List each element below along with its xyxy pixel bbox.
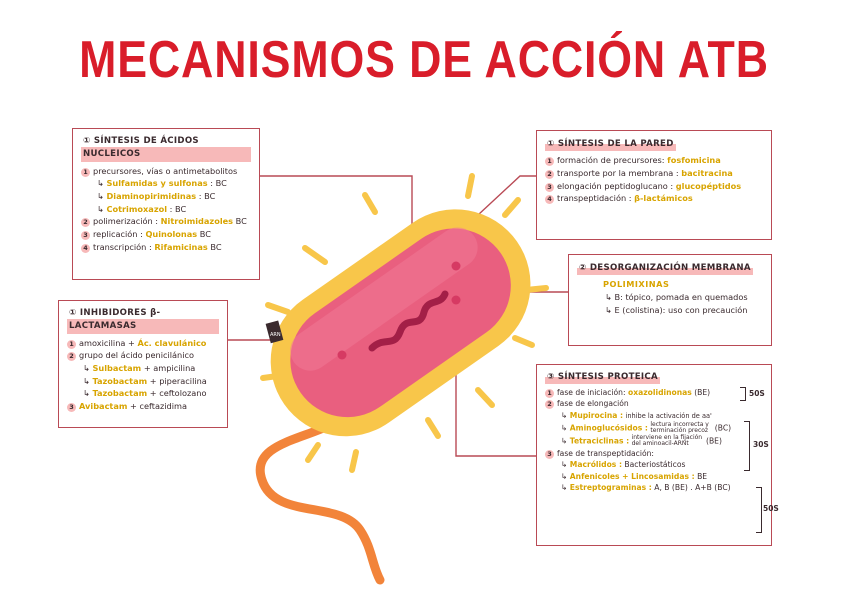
beta-heading: ① INHIBIDORES β-LACTAMASAS	[67, 307, 219, 334]
tag-label: ARN	[270, 332, 281, 338]
nucleic-acid-box: ① SÍNTESIS DE ÁCIDOS NUCLEICOS 1 precursores, vías o antimetabolitos ↳ Sulfamidas y sulfonas : BC ↳ Diaminopirimidinas : BC ↳ Cotrimoxazol : BC 2 polimerización : Nitroimidazoles BC 3 replicación : Quinolonas BC 4 transcripción : Rifamicinas BC	[72, 128, 260, 280]
membrane-heading: ② DESORGANIZACIÓN MEMBRANA	[577, 262, 753, 275]
wall-heading: ① SÍNTESIS DE LA PARED	[545, 138, 676, 151]
protein-heading: ③ SÍNTESIS PROTEICA	[547, 372, 658, 382]
ribosome-label-3: 50S	[763, 504, 779, 513]
membrane-box: ② DESORGANIZACIÓN MEMBRANA POLIMIXINAS ↳ B: tópico, pomada en quemados ↳ E (colistina): uso con precaución	[568, 254, 772, 346]
brace-initiation	[740, 387, 746, 401]
cell-wall-box: ① SÍNTESIS DE LA PARED 1 formación de precursores: fosfomicina 2 transporte por la membrana : bacitracina 3 elongación peptidoglucano : glucopéptidos 4 transpeptidación : β-lactámicos	[536, 130, 772, 240]
flagellum	[260, 425, 380, 580]
protein-synthesis-box: ③ SÍNTESIS PROTEICA 1 fase de iniciación: oxazolidinonas (BE) 2 fase de elongación ↳ Mupirocina : inhibe la activación de aa' ↳ Aminoglucósidos : lectura incorrecta y terminación precoz (BC) ↳ Tetraciclinas : interviene en la fijación del aminoacil-ARNt (BE) 3 fase de transpeptidación: ↳ Macrólidos : Bacteriostáticos ↳ Anfenicoles + Lincosamidas : BE ↳ Estreptograminas : A, B (BE) . A+B (BC) 50S 30S 50S	[536, 364, 772, 546]
ribosome-label-2: 30S	[753, 440, 769, 449]
brace-elongation	[744, 421, 750, 471]
polymyxin-label: POLIMIXINAS	[603, 279, 670, 290]
ribosome-label-1: 50S	[749, 389, 765, 398]
nucleic-heading: ① SÍNTESIS DE ÁCIDOS NUCLEICOS	[81, 135, 251, 162]
beta-lactamase-box: ① INHIBIDORES β-LACTAMASAS 1 amoxicilina + Ác. clavulánico 2 grupo del ácido penicilánico ↳ Sulbactam + ampicilina ↳ Tazobactam + piperacilina ↳ Tazobactam + ceftolozano 3 Avibactam + ceftazidima	[58, 300, 228, 428]
brace-transpeptidation	[756, 487, 762, 533]
page-title: MECANISMOS DE ACCIÓN ATB	[79, 31, 769, 89]
